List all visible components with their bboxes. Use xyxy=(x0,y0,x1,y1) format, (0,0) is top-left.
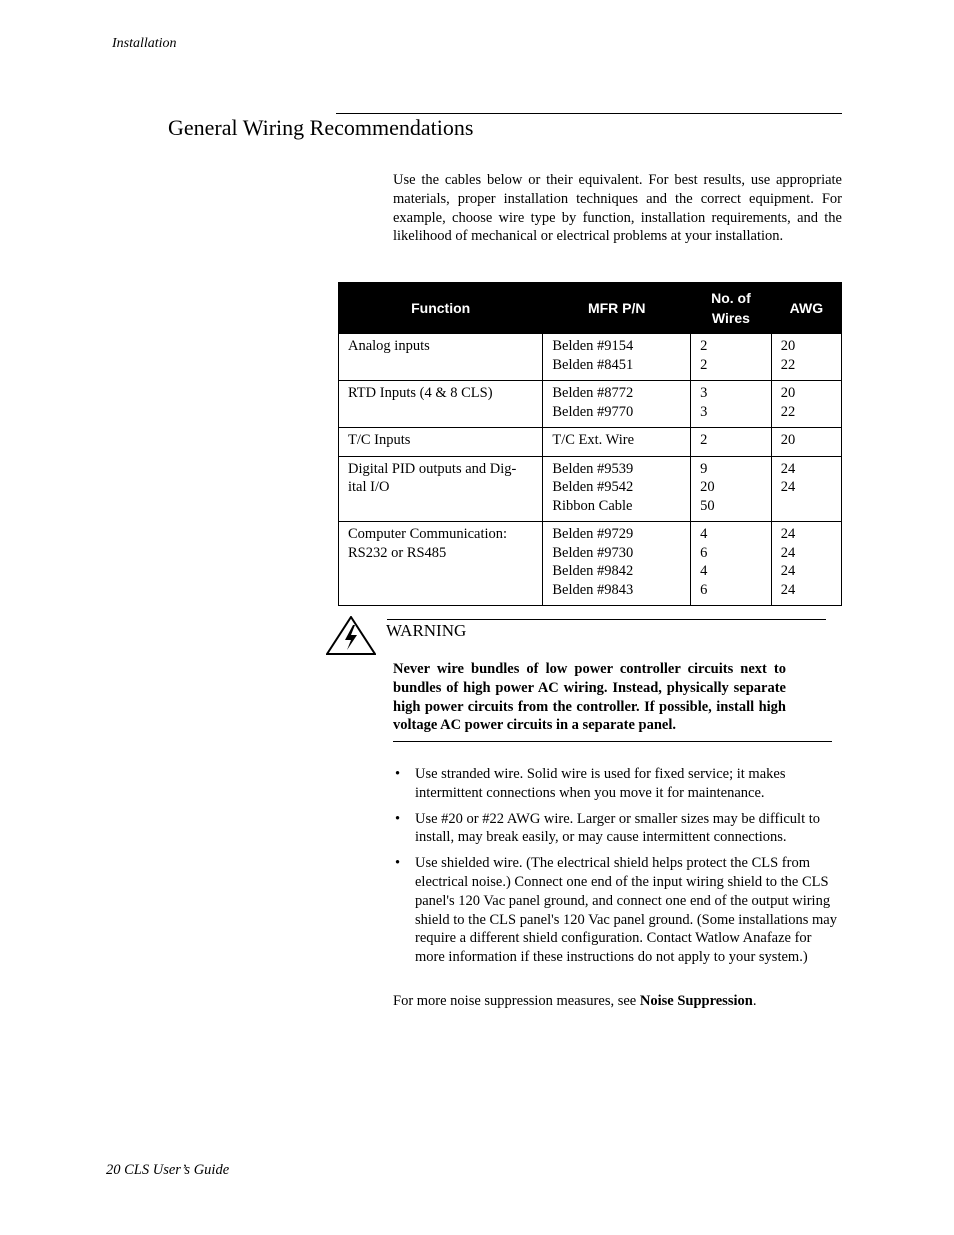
cell-line: 24 xyxy=(780,479,796,495)
table-header-row xyxy=(339,283,842,334)
list-item-text: Use stranded wire. Solid wire is used for fixed service; it makes intermittent connections when you move it for maintenance. xyxy=(415,766,786,801)
table-row xyxy=(339,381,842,428)
cell-line: 24 xyxy=(780,526,796,542)
cell-line: Ribbon Cable xyxy=(552,497,633,514)
cell-line: Belden #9729 xyxy=(552,526,634,542)
table-cell-function xyxy=(339,428,543,457)
cell-line: 24 xyxy=(780,563,796,579)
table-cell-mfr xyxy=(543,334,691,381)
list-item-text: Use shielded wire. (The electrical shield helps protect the CLS from electrical noise.) Connect one end of the input wiring shield to the CLS panel's 120 Vac panel ground, and connect one end of the output wiring shield to the CLS panel's 120 Vac panel ground. (Some installations may require a different shield configuration. Contact Watlow Anafaze for more information if these instructions do not apply to your system.) xyxy=(415,855,837,966)
list-item xyxy=(393,810,841,848)
table-cell-awg xyxy=(771,428,841,457)
header-wires-line2: Wires xyxy=(711,310,750,326)
more-info-paragraph xyxy=(393,992,842,1011)
table-cell-mfr xyxy=(543,381,691,428)
cell-line: 20 xyxy=(700,479,715,495)
page-title: General Wiring Recommendations xyxy=(168,115,474,140)
table-cell-mfr xyxy=(543,428,691,457)
cell-line: Belden #9539 xyxy=(552,460,634,477)
cell-line: 20 xyxy=(780,385,796,401)
table-cell-mfr xyxy=(543,456,691,522)
table-body xyxy=(339,334,842,606)
cell-line: Belden #8451 xyxy=(552,356,634,373)
header-function: Function xyxy=(339,283,543,334)
more-info-prefix: For more noise suppression measures, see xyxy=(393,993,640,1009)
warning-title: WARNING xyxy=(386,621,467,640)
table-cell-wires xyxy=(691,381,772,428)
warning-rule-top xyxy=(387,619,826,620)
cell-line: 6 xyxy=(700,581,708,598)
table-row xyxy=(339,456,842,522)
cell-line: Belden #9842 xyxy=(552,563,634,579)
intro-paragraph: Use the cables below or their equivalent. For best results, use appropriate materials, proper installation techniques and the correct equipment. For example, choose wire type by function, installation requirements, and the likelihood of mechanical or electrical problems at your installation. xyxy=(393,172,842,245)
cell-line: ital I/O xyxy=(348,479,390,495)
header-awg: AWG xyxy=(771,283,841,334)
lightning-warning-icon xyxy=(326,616,376,656)
cell-line: 24 xyxy=(780,581,796,598)
table-cell-awg xyxy=(771,334,841,381)
table-cell-awg xyxy=(771,522,841,606)
header-wires xyxy=(691,283,772,334)
header-mfr: MFR P/N xyxy=(543,283,691,334)
cell-line: T/C Inputs xyxy=(348,432,411,448)
wiring-tips-list xyxy=(393,765,841,974)
cell-line: 2 xyxy=(700,432,708,448)
bullet-icon: • xyxy=(395,766,401,782)
cell-line: Belden #9154 xyxy=(552,338,634,354)
cell-line: 20 xyxy=(780,338,796,354)
table-cell-function xyxy=(339,381,543,428)
list-item xyxy=(393,854,841,967)
table-cell-awg xyxy=(771,456,841,522)
cell-line: RS232 or RS485 xyxy=(348,544,447,561)
cell-line: 24 xyxy=(780,544,796,561)
cell-line: 9 xyxy=(700,460,708,477)
page-footer: 20 CLS User’s Guide xyxy=(106,1162,230,1178)
more-info-suffix: . xyxy=(752,993,757,1009)
table-cell-wires xyxy=(691,428,772,457)
list-item xyxy=(393,765,841,803)
cell-line: 4 xyxy=(700,526,708,542)
wiring-table xyxy=(338,282,842,606)
table-cell-awg xyxy=(771,381,841,428)
list-item-text: Use #20 or #22 AWG wire. Larger or smaller sizes may be difficult to install, may break easily, or may cause intermittent connections. xyxy=(415,810,821,846)
title-rule xyxy=(336,113,842,114)
running-header: Installation xyxy=(112,36,177,51)
cell-line: Belden #9542 xyxy=(552,479,634,495)
bullet-icon: • xyxy=(395,855,401,872)
warning-rule-bottom xyxy=(393,741,832,742)
cell-line: 3 xyxy=(700,403,708,420)
cell-line: T/C Ext. Wire xyxy=(552,432,635,448)
table-cell-function xyxy=(339,334,543,381)
cell-line: Analog inputs xyxy=(348,338,430,354)
cell-line: Digital PID outputs and Dig- xyxy=(348,460,517,477)
table-cell-wires xyxy=(691,522,772,606)
table-row xyxy=(339,334,842,381)
cell-line: Belden #9730 xyxy=(552,544,634,561)
cell-line: Belden #9843 xyxy=(552,581,634,598)
cell-line: 4 xyxy=(700,563,708,579)
cell-line: Belden #8772 xyxy=(552,385,634,401)
cell-line: 3 xyxy=(700,385,708,401)
cell-line: 22 xyxy=(780,403,796,420)
cell-line: 20 xyxy=(780,432,796,448)
table-cell-wires xyxy=(691,334,772,381)
table-row xyxy=(339,522,842,606)
warning-body: Never wire bundles of low power controller circuits next to bundles of high power AC wiring. Instead, physically separate high power circuits from the controller. If possible, install high voltage AC power circuits in a separate panel. xyxy=(393,661,786,734)
table-cell-mfr xyxy=(543,522,691,606)
table-cell-function xyxy=(339,456,543,522)
cell-line: RTD Inputs (4 & 8 CLS) xyxy=(348,385,493,401)
table-cell-wires xyxy=(691,456,772,522)
cell-line: Computer Communication: xyxy=(348,526,508,542)
cell-line: 24 xyxy=(780,460,796,477)
cell-line: 6 xyxy=(700,544,708,561)
table-row xyxy=(339,428,842,457)
noise-suppression-link[interactable]: Noise Suppression xyxy=(639,993,753,1009)
cell-line: 50 xyxy=(700,497,715,514)
cell-line: 22 xyxy=(780,356,796,373)
table-cell-function xyxy=(339,522,543,606)
cell-line: 2 xyxy=(700,338,708,354)
cell-line: 2 xyxy=(700,356,708,373)
header-wires-line1: No. of xyxy=(711,290,751,306)
bullet-icon: • xyxy=(395,810,401,827)
cell-line: Belden #9770 xyxy=(552,403,634,420)
